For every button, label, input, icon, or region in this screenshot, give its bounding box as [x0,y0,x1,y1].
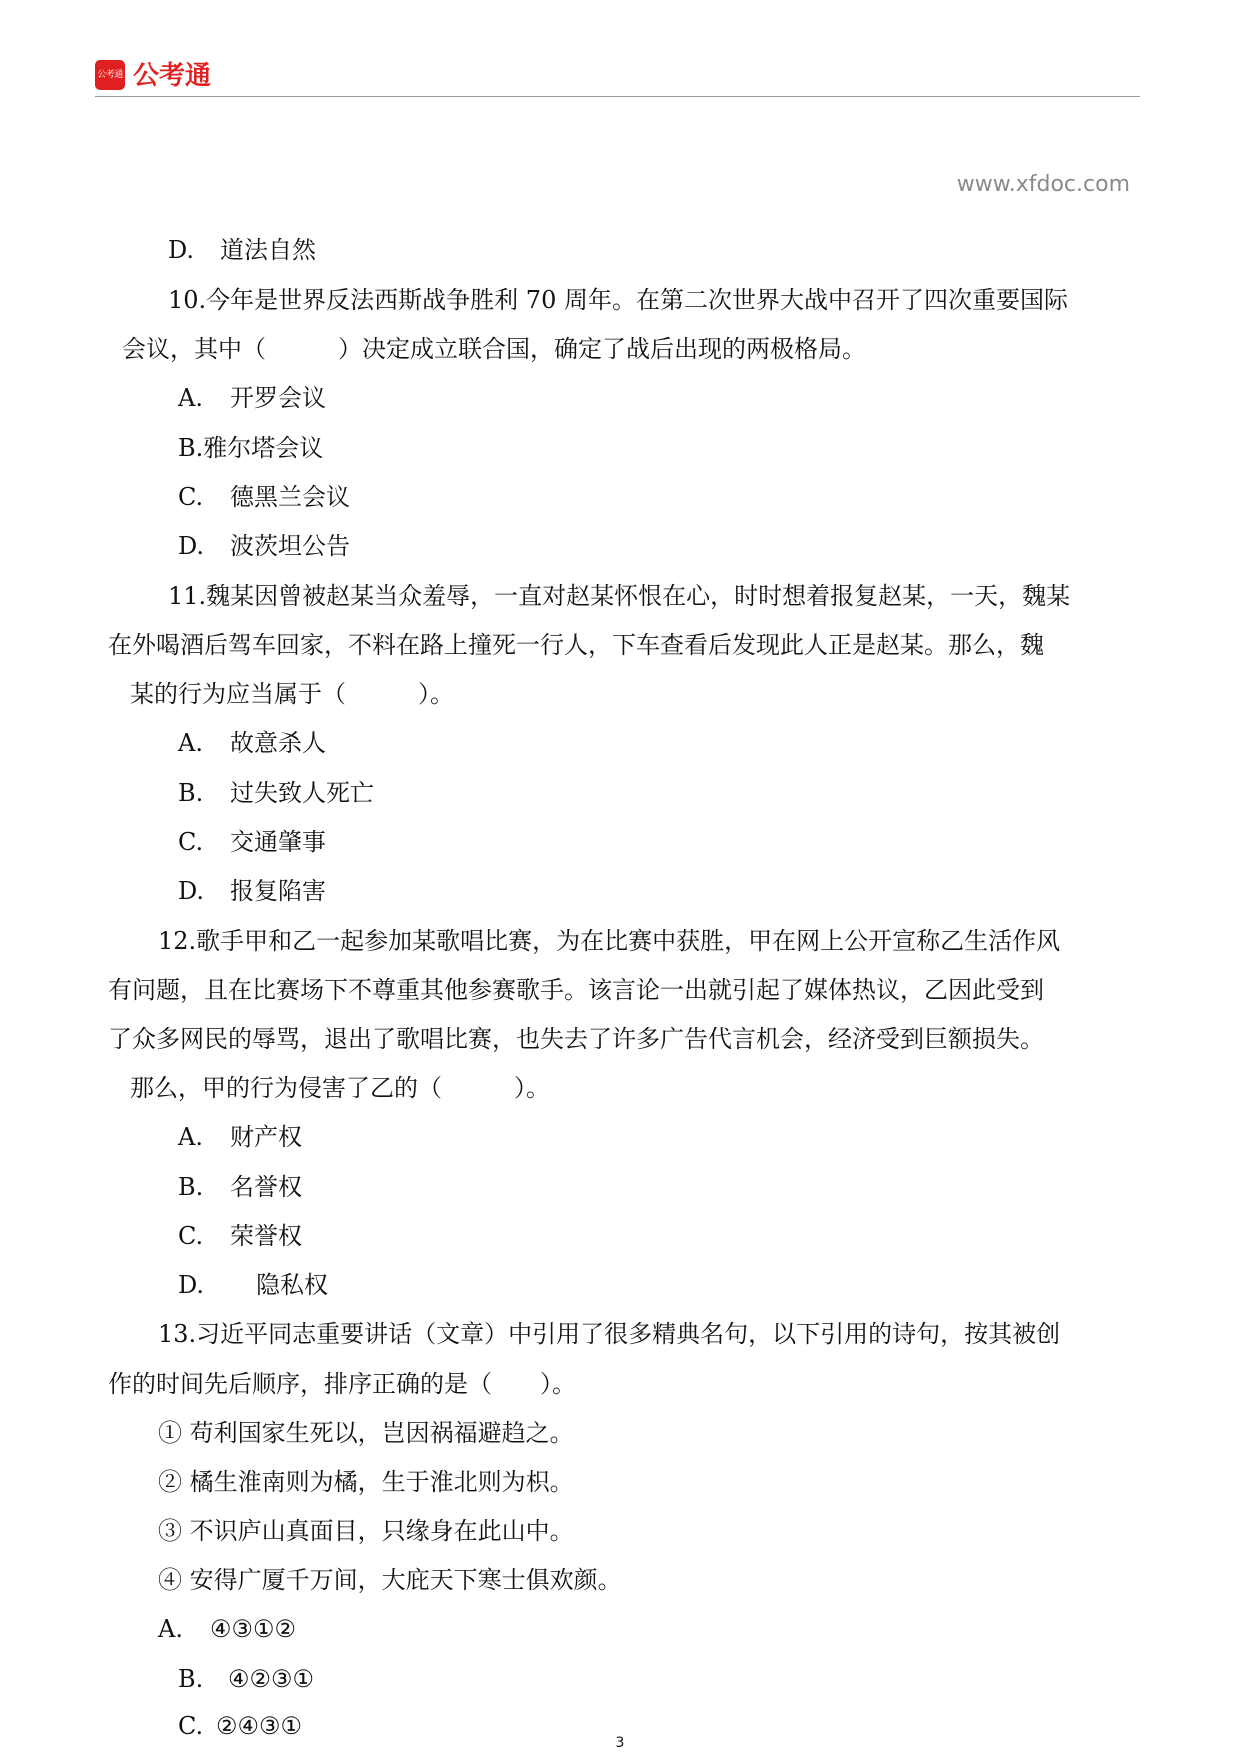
q11-option-d [178,875,326,907]
option-letter: D. [178,1271,205,1299]
q10-option-c [178,481,350,513]
q13-option-a [158,1613,296,1645]
q12-option-a [178,1121,302,1153]
option-letter: D. [178,877,205,905]
q13-stem-line1: 13.习近平同志重要讲话（文章）中引用了很多精典名句，以下引用的诗句，按其被创 [158,1320,1061,1348]
option-text: 德黑兰会议 [230,483,350,511]
q10-option-d [178,530,350,562]
q13-item-1: ① 苟利国家生死以，岂因祸福避趋之。 [158,1419,574,1447]
option-text: ②④③① [216,1712,303,1740]
page-header [95,58,1140,100]
q12-stem-line4: 那么，甲的行为侵害了乙的（ ）。 [130,1074,550,1102]
option-letter: C. [178,1222,204,1250]
q11-option-a [178,727,326,759]
option-letter: B. [178,1665,204,1693]
watermark-url: www.xfdoc.com [956,172,1130,197]
option-letter: C. [178,828,204,856]
q12-option-b [178,1171,302,1203]
logo-text: 公考通 [133,61,212,91]
q11-option-b [178,777,374,809]
q13-option-b [178,1663,314,1695]
option-text: 过失致人死亡 [230,779,374,807]
option-letter: C. [178,1712,204,1740]
option-letter: A. [158,1615,183,1643]
q10-stem-line1: 10.今年是世界反法西斯战争胜利 70 周年。在第二次世界大战中召开了四次重要国际 [168,286,1068,314]
q13-stem-line2: 作的时间先后顺序，排序正确的是（ ）。 [108,1370,576,1398]
option-letter: D. [168,236,195,264]
q12-option-d [178,1269,328,1301]
option-text: 开罗会议 [230,384,326,412]
q11-stem-line3: 某的行为应当属于（ ）。 [130,680,454,708]
option-text: 波茨坦公告 [230,532,350,560]
q11-stem-line2: 在外喝酒后驾车回家，不料在路上撞死一行人，下车查看后发现此人正是赵某。那么，魏 [108,631,1044,659]
option-letter: B. [178,1173,204,1201]
q12-stem-line3: 了众多网民的辱骂，退出了歌唱比赛，也失去了许多广告代言机会，经济受到巨额损失。 [108,1025,1044,1053]
option-letter: B. [178,779,204,807]
q10-option-b: B.雅尔塔会议 [178,434,324,462]
option-text: 荣誉权 [230,1222,302,1250]
option-text: 交通肇事 [230,828,326,856]
option-text: 财产权 [230,1123,302,1151]
q12-option-c [178,1220,302,1252]
option-text: 道法自然 [220,236,316,264]
logo-icon: 公考通 [95,60,125,90]
option-letter: C. [178,483,204,511]
q13-item-3: ③ 不识庐山真面目，只缘身在此山中。 [158,1517,574,1545]
q13-item-4: ④ 安得广厦千万间，大庇天下寒士俱欢颜。 [158,1566,622,1594]
option-letter: A. [178,1123,203,1151]
option-text: 故意杀人 [230,729,326,757]
option-text: ④②③① [228,1665,315,1693]
q10-stem-line2: 会议，其中（ ）决定成立联合国，确定了战后出现的两极格局。 [122,335,866,363]
option-text: 报复陷害 [230,877,326,905]
q9-option-d [168,234,316,266]
q12-stem-line1: 12.歌手甲和乙一起参加某歌唱比赛，为在比赛中获胜，甲在网上公开宣称乙生活作风 [158,927,1061,955]
option-letter: A. [178,384,203,412]
option-text: ④③①② [210,1615,297,1643]
q13-item-2: ② 橘生淮南则为橘，生于淮北则为枳。 [158,1468,574,1496]
option-letter: D. [178,532,205,560]
option-text: 名誉权 [230,1173,302,1201]
q11-stem-line1: 11.魏某因曾被赵某当众羞辱，一直对赵某怀恨在心，时时想着报复赵某，一天，魏某 [168,582,1071,610]
q10-option-a [178,382,326,414]
q12-stem-line2: 有问题，且在比赛场下不尊重其他参赛歌手。该言论一出就引起了媒体热议，乙因此受到 [108,976,1044,1004]
option-letter: A. [178,729,203,757]
q11-option-c [178,826,326,858]
header-divider [95,96,1140,97]
page-number: 3 [615,1735,625,1751]
option-text: 隐私权 [256,1271,328,1299]
